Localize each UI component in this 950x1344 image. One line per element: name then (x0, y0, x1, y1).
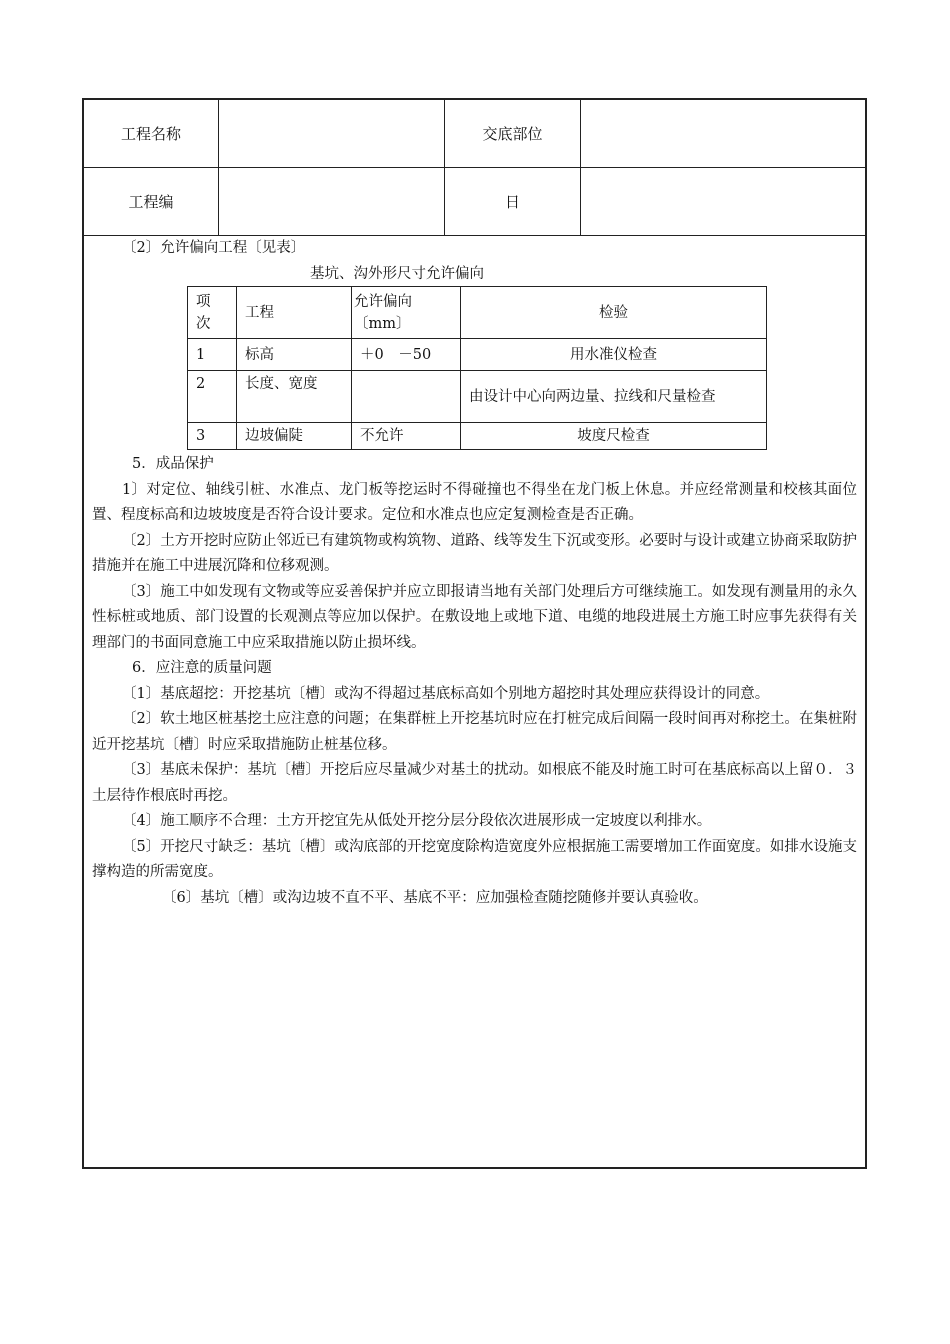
project-no-label: 工程编 (84, 168, 219, 235)
project-no-value[interactable] (219, 168, 445, 235)
document-frame (82, 98, 867, 1169)
cell-tolerance (352, 371, 461, 423)
allowance-section (84, 236, 865, 262)
table-row (188, 339, 767, 371)
section-6-paragraph-5: 〔5〕开挖尺寸缺乏：基坑〔槽〕或沟底部的开挖宽度除构造宽度外应根据施工需要增加工作面宽度。如排水设施支撑构造的所需宽度。 (92, 838, 857, 880)
table-row (188, 423, 767, 450)
section-6-paragraph-4: 〔4〕施工顺序不合理：土方开挖宜先从低处开挖分层分段依次进展形成一定坡度以利排水。 (122, 813, 712, 829)
date-label: 日 (445, 168, 581, 235)
project-name-value[interactable] (219, 100, 445, 167)
section-5-title: 5．成品保护 (132, 456, 214, 472)
disclosure-part-value[interactable] (581, 100, 867, 167)
cell-inspection: 由设计中心向两边量、拉线和尺量检查 (461, 371, 767, 423)
section-6-paragraph-2: 〔2〕软土地区桩基挖土应注意的问题；在集群桩上开挖基坑时应在打桩完成后间隔一段时间再对称挖土。在集桩附近开挖基坑〔槽〕时应采取措施防止桩基位移。 (92, 711, 857, 753)
cell-tolerance: ＋0 －50 (352, 339, 461, 371)
section-6-paragraph-3: 〔3〕基底未保护：基坑〔槽〕开挖后应尽量减少对基土的扰动。如根底不能及时施工时可在基底标高以上留０．３土层待作根底时再挖。 (92, 762, 857, 804)
date-value[interactable] (581, 168, 867, 235)
column-header-no: 项 次 (188, 287, 237, 339)
project-name-label: 工程名称 (84, 100, 219, 167)
allowance-heading: 〔2〕允许偏向工程〔见表〕 (122, 240, 306, 256)
cell-item: 标高 (237, 339, 352, 371)
disclosure-part-label: 交底部位 (445, 100, 581, 167)
cell-inspection: 用水准仪检查 (461, 339, 767, 371)
section-6-title: 6．应注意的质量问题 (132, 660, 272, 676)
cell-no: 1 (188, 339, 237, 371)
section-5-paragraph-1: 1〕对定位、轴线引桩、水准点、龙门板等挖运时不得碰撞也不得坐在龙门板上休息。并应经常测量和校核其面位置、程度标高和边坡坡度是否符合设计要求。定位和水准点也应定复测检查是否正确。 (92, 481, 857, 523)
body-text (84, 452, 865, 911)
allowance-table-caption: 基坑、沟外形尺寸允许偏向 (310, 266, 484, 282)
column-header-inspection: 检验 (461, 287, 767, 339)
header-row-2 (84, 168, 865, 236)
column-header-item: 工程 (237, 287, 352, 339)
section-6-paragraph-6: 〔6〕基坑〔槽〕或沟边坡不直不平、基底不平：应加强检查随挖随修并要认真验收。 (162, 889, 708, 906)
section-5-paragraph-3: 〔3〕施工中如发现有文物或等应妥善保护并应立即报请当地有关部门处理后方可继续施工。如发现有测量用的永久性标桩或地质、部门设置的长观测点等应加以保护。在敷设地上或地下道、电缆的地段进展土方施工时应事先获得有关理部门的书面同意施工中应采取措施以防止损坏线。 (92, 583, 857, 651)
table-header-row (188, 287, 767, 339)
cell-item: 边坡偏陡 (237, 423, 352, 450)
cell-inspection: 坡度尺检查 (461, 423, 767, 450)
cell-no: 2 (188, 371, 237, 423)
cell-no: 3 (188, 423, 237, 450)
cell-tolerance: 不允许 (352, 423, 461, 450)
table-row (188, 371, 767, 423)
cell-item: 长度、宽度 (237, 371, 352, 423)
section-5-paragraph-2: 〔2〕土方开挖时应防止邻近已有建筑物或构筑物、道路、线等发生下沉或变形。必要时与设计或建立协商采取防护措施并在施工中进展沉降和位移观测。 (92, 532, 857, 574)
column-header-tolerance: 允许偏向〔mm〕 (352, 287, 461, 339)
allowance-table (187, 286, 767, 450)
header-row-1 (84, 100, 865, 168)
section-6-paragraph-1: 〔1〕基底超挖：开挖基坑〔槽〕或沟不得超过基底标高如个别地方超挖时其处理应获得设计的同意。 (122, 685, 770, 702)
